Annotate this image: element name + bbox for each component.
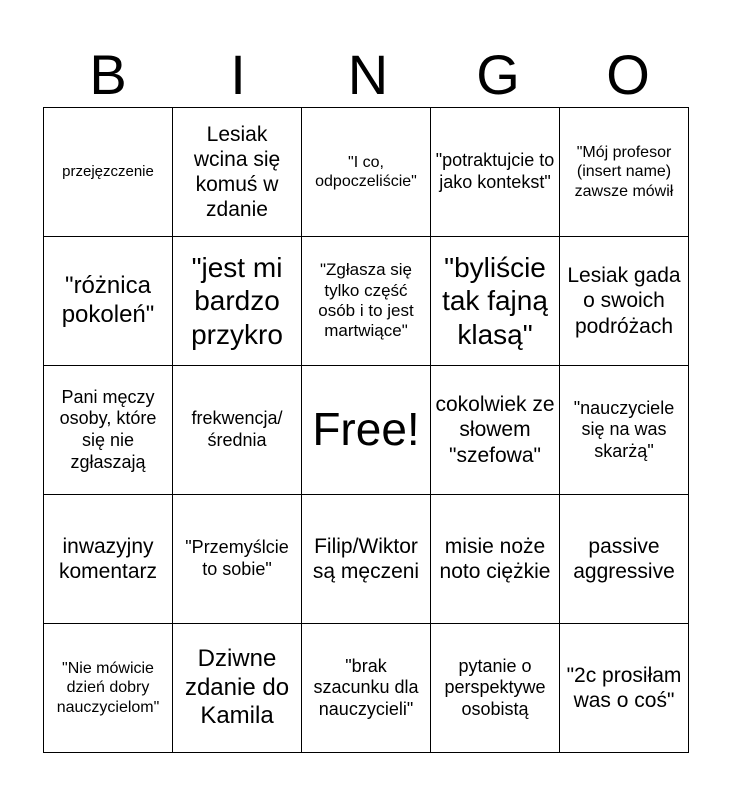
- bingo-cell[interactable]: "różnica pokoleń": [44, 237, 173, 366]
- bingo-cell[interactable]: "nauczyciele się na was skarżą": [560, 366, 689, 495]
- header-letter-i: I: [230, 43, 246, 106]
- bingo-cell[interactable]: cokolwiek ze słowem "szefowa": [431, 366, 560, 495]
- bingo-cell[interactable]: misie noże noto ciężkie: [431, 495, 560, 624]
- header-letter-n: N: [347, 43, 389, 106]
- bingo-cell[interactable]: Lesiak wcina się komuś w zdanie: [173, 108, 302, 237]
- bingo-cell[interactable]: frekwencja/ średnia: [173, 366, 302, 495]
- board-row: [44, 495, 689, 624]
- bingo-cell[interactable]: Lesiak gada o swoich podróżach: [560, 237, 689, 366]
- bingo-cell[interactable]: "2c prosiłam was o coś": [560, 624, 689, 753]
- bingo-cell[interactable]: "Przemyślcie to sobie": [173, 495, 302, 624]
- bingo-cell[interactable]: "brak szacunku dla nauczycieli": [302, 624, 431, 753]
- bingo-cell[interactable]: "Mój profesor (insert name) zawsze mówił: [560, 108, 689, 237]
- bingo-cell[interactable]: przejęzczenie: [44, 108, 173, 237]
- bingo-cell[interactable]: inwazyjny komentarz: [44, 495, 173, 624]
- bingo-cell[interactable]: "byliście tak fajną klasą": [431, 237, 560, 366]
- header-letter-o: O: [606, 43, 650, 106]
- bingo-header: [43, 40, 693, 110]
- bingo-cell[interactable]: "jest mi bardzo przykro: [173, 237, 302, 366]
- bingo-cell[interactable]: "Nie mówicie dzień dobry nauczycielom": [44, 624, 173, 753]
- header-letter-b: B: [89, 43, 127, 106]
- bingo-cell[interactable]: "I co, odpoczeliście": [302, 108, 431, 237]
- bingo-cell[interactable]: passive aggressive: [560, 495, 689, 624]
- header-letter-g: G: [476, 43, 520, 106]
- bingo-cell[interactable]: Pani męczy osoby, które się nie zgłaszają: [44, 366, 173, 495]
- bingo-board: [43, 107, 689, 753]
- bingo-cell[interactable]: pytanie o perspektywe osobistą: [431, 624, 560, 753]
- board-row: [44, 366, 689, 495]
- board-row: [44, 237, 689, 366]
- bingo-cell[interactable]: "potraktujcie to jako kontekst": [431, 108, 560, 237]
- board-row: [44, 624, 689, 753]
- bingo-cell[interactable]: Filip/Wiktor są męczeni: [302, 495, 431, 624]
- free-cell[interactable]: Free!: [302, 366, 431, 495]
- bingo-cell[interactable]: Dziwne zdanie do Kamila: [173, 624, 302, 753]
- bingo-cell[interactable]: "Zgłasza się tylko część osób i to jest martwiące": [302, 237, 431, 366]
- board-row: [44, 108, 689, 237]
